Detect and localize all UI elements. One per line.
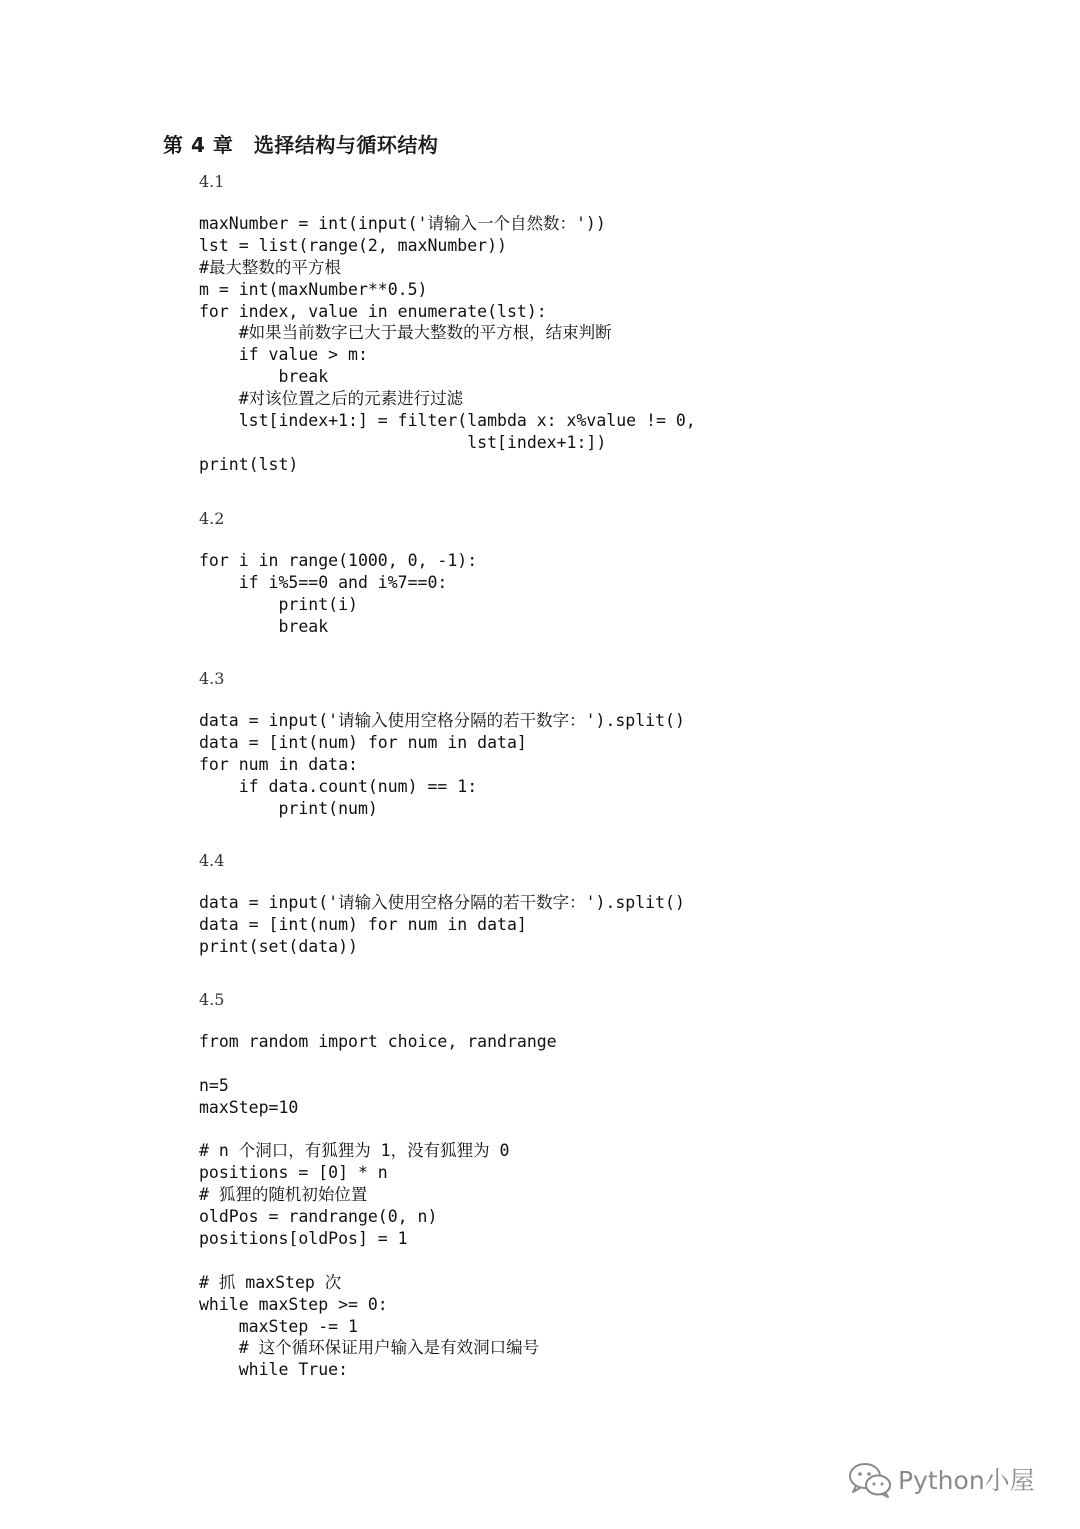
code-line	[199, 1119, 557, 1141]
code-line: break	[199, 616, 329, 636]
code-line: print(i)	[199, 594, 358, 614]
code-line: for index, value in enumerate(lst):	[199, 301, 547, 321]
code-line: # n 个洞口，有狐狸为 1，没有狐狸为 0	[199, 1141, 510, 1161]
chapter-title: 第 4 章 选择结构与循环结构	[163, 133, 439, 157]
code-line: data = [int(num) for num in data]	[199, 732, 527, 752]
code-line: n=5	[199, 1075, 229, 1095]
code-line: print(set(data))	[199, 936, 358, 956]
code-line: from random import choice, randrange	[199, 1032, 557, 1051]
section-4-2	[199, 508, 477, 638]
code-line: print(lst)	[199, 454, 299, 474]
code-line: break	[199, 367, 329, 387]
code-line: for i in range(1000, 0, -1):	[199, 551, 478, 570]
code-line: maxStep -= 1	[199, 1316, 358, 1336]
wechat-icon	[846, 1459, 894, 1499]
code-line: while True:	[199, 1360, 349, 1380]
code-line: # 狐狸的随机初始位置	[199, 1185, 368, 1205]
code-line: if i%5==0 and i%7==0:	[199, 572, 448, 592]
code-line: for num in data:	[199, 754, 358, 774]
code-line	[199, 1053, 557, 1075]
code-line: #如果当前数字已大于最大整数的平方根，结束判断	[199, 323, 612, 343]
code-line: print(num)	[199, 798, 378, 818]
code-line: lst = list(range(2, maxNumber))	[199, 235, 507, 255]
code-line: #对该位置之后的元素进行过滤	[199, 389, 464, 409]
code-block	[199, 550, 477, 638]
code-line: oldPos = randrange(0, n)	[199, 1207, 438, 1227]
watermark	[846, 1459, 1035, 1499]
code-line: maxStep=10	[199, 1097, 299, 1117]
code-line: data = input('请输入使用空格分隔的若干数字：').split()	[199, 711, 685, 730]
code-line: if value > m:	[199, 345, 368, 365]
code-block	[199, 213, 696, 476]
code-line: positions = [0] * n	[199, 1163, 388, 1183]
code-block	[199, 892, 685, 958]
code-line: data = [int(num) for num in data]	[199, 914, 527, 934]
section-label: 4.1	[199, 172, 225, 191]
code-line: data = input('请输入使用空格分隔的若干数字：').split()	[199, 893, 685, 912]
code-line: maxNumber = int(input('请输入一个自然数：'))	[199, 214, 606, 233]
code-line	[199, 1250, 557, 1272]
section-label: 4.4	[199, 851, 225, 870]
code-block	[199, 710, 685, 819]
section-label: 4.3	[199, 669, 225, 688]
code-line: # 抓 maxStep 次	[199, 1272, 342, 1292]
code-line: lst[index+1:] = filter(lambda x: x%value != 0,	[199, 411, 696, 431]
code-line: if data.count(num) == 1:	[199, 776, 478, 796]
section-4-3	[199, 668, 685, 819]
code-line: lst[index+1:])	[199, 432, 607, 452]
section-label: 4.5	[199, 990, 225, 1009]
section-4-5	[199, 989, 557, 1381]
code-line: m = int(maxNumber**0.5)	[199, 279, 428, 299]
code-block	[199, 1031, 557, 1381]
code-line: while maxStep >= 0:	[199, 1294, 388, 1314]
section-4-1	[199, 171, 696, 476]
section-label: 4.2	[199, 509, 225, 528]
code-line: # 这个循环保证用户输入是有效洞口编号	[199, 1338, 540, 1358]
code-line: #最大整数的平方根	[199, 257, 341, 277]
watermark-text: Python小屋	[898, 1466, 1035, 1495]
section-4-4	[199, 850, 685, 958]
code-line: positions[oldPos] = 1	[199, 1229, 408, 1249]
